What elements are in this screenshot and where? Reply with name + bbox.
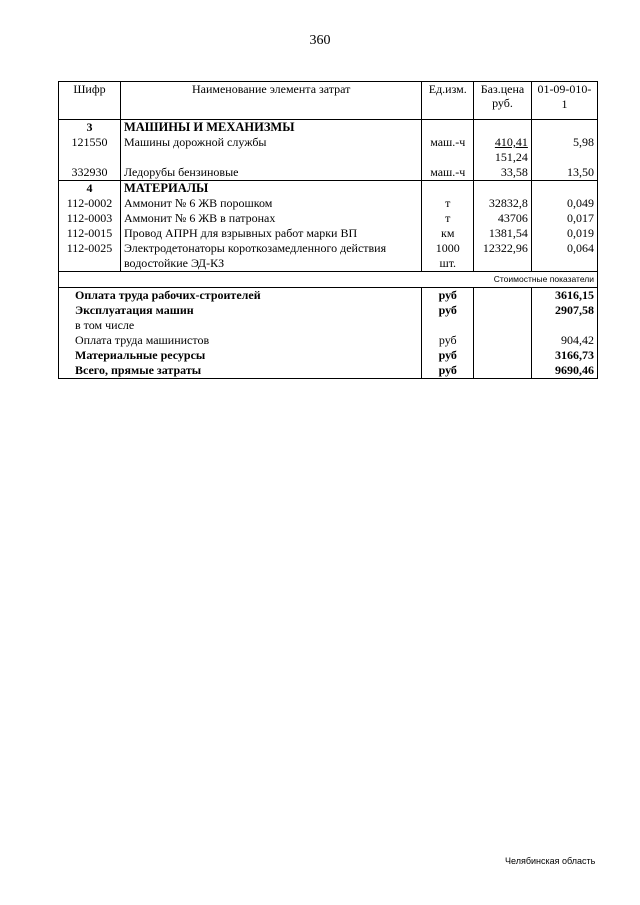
section-header-row — [59, 120, 598, 136]
row-price — [474, 135, 532, 165]
row-code: 112-0003 — [59, 211, 121, 226]
cost-table — [58, 81, 598, 379]
summary-label: Эксплуатация машин — [59, 303, 422, 318]
table-row — [59, 211, 598, 226]
row-unit: т — [422, 211, 474, 226]
row-name: Ледорубы бензиновые — [120, 165, 422, 181]
summary-value: 3616,15 — [531, 288, 597, 304]
row-unit: т — [422, 196, 474, 211]
row-name: Провод АПРН для взрывных работ марки ВП — [120, 226, 422, 241]
row-code: 121550 — [59, 135, 121, 165]
summary-label: Оплата труда рабочих-строителей — [59, 288, 422, 304]
header-price-line2: руб. — [492, 96, 513, 110]
caption-row — [59, 272, 598, 288]
summary-unit — [422, 318, 474, 333]
summary-row — [59, 333, 598, 348]
summary-unit: руб — [422, 333, 474, 348]
summary-unit: руб — [422, 303, 474, 318]
summary-label: Оплата труда машинистов — [59, 333, 422, 348]
row-price: 33,58 — [474, 165, 532, 181]
summary-row — [59, 318, 598, 333]
row-name — [120, 241, 422, 272]
header-norm: 01-09-010-1 — [531, 82, 597, 120]
summary-value: 2907,58 — [531, 303, 597, 318]
summary-unit: руб — [422, 348, 474, 363]
summary-label: в том числе — [59, 318, 422, 333]
row-name: Аммонит № 6 ЖВ порошком — [120, 196, 422, 211]
header-price-line1: Баз.цена — [480, 82, 525, 96]
summary-row — [59, 288, 598, 304]
section-header-row — [59, 181, 598, 197]
section-number: 3 — [59, 120, 121, 136]
summary-row — [59, 348, 598, 363]
row-unit: км — [422, 226, 474, 241]
summary-unit: руб — [422, 363, 474, 379]
page-number: 360 — [309, 33, 331, 48]
row-name: Машины дорожной службы — [120, 135, 422, 165]
row-name-line2: водостойкие ЭД-КЗ — [123, 256, 225, 270]
header-code: Шифр — [59, 82, 121, 120]
table-row — [59, 196, 598, 211]
row-unit: маш.-ч — [422, 165, 474, 181]
row-qty: 0,064 — [531, 241, 597, 272]
row-qty: 13,50 — [531, 165, 597, 181]
table-header-row — [59, 82, 598, 120]
summary-value: 3166,73 — [531, 348, 597, 363]
header-price — [474, 82, 532, 120]
summary-value: 904,42 — [531, 333, 597, 348]
row-code: 112-0015 — [59, 226, 121, 241]
section-number: 4 — [59, 181, 121, 197]
summary-value: 9690,46 — [531, 363, 597, 379]
summary-label: Материальные ресурсы — [59, 348, 422, 363]
section-title: МАТЕРИАЛЫ — [120, 181, 422, 197]
row-unit-line2: шт. — [439, 256, 457, 270]
summary-label: Всего, прямые затраты — [59, 363, 422, 379]
row-qty: 0,019 — [531, 226, 597, 241]
summary-value — [531, 318, 597, 333]
row-price: 12322,96 — [474, 241, 532, 272]
row-price-secondary: 151,24 — [494, 150, 528, 164]
cost-indicators-caption: Стоимостные показатели — [59, 272, 598, 288]
table-row — [59, 165, 598, 181]
row-unit-line1: 1000 — [435, 241, 460, 255]
region-footer: Челябинская область — [505, 856, 596, 866]
row-price: 32832,8 — [474, 196, 532, 211]
row-price: 43706 — [474, 211, 532, 226]
row-code: 112-0025 — [59, 241, 121, 272]
row-code: 332930 — [59, 165, 121, 181]
summary-row — [59, 303, 598, 318]
table-row — [59, 135, 598, 165]
table-row — [59, 241, 598, 272]
section-title: МАШИНЫ И МЕХАНИЗМЫ — [120, 120, 422, 136]
row-price: 1381,54 — [474, 226, 532, 241]
row-code: 112-0002 — [59, 196, 121, 211]
summary-row — [59, 363, 598, 379]
summary-unit: руб — [422, 288, 474, 304]
header-name: Наименование элемента затрат — [120, 82, 422, 120]
row-qty: 5,98 — [531, 135, 597, 165]
row-name-line1: Электродетонаторы короткозамедленного действия — [123, 241, 387, 255]
row-price-value: 410,41 — [494, 135, 528, 149]
row-qty: 0,049 — [531, 196, 597, 211]
row-name: Аммонит № 6 ЖВ в патронах — [120, 211, 422, 226]
row-unit — [422, 241, 474, 272]
row-unit: маш.-ч — [422, 135, 474, 165]
header-unit: Ед.изм. — [422, 82, 474, 120]
table-row — [59, 226, 598, 241]
row-qty: 0,017 — [531, 211, 597, 226]
